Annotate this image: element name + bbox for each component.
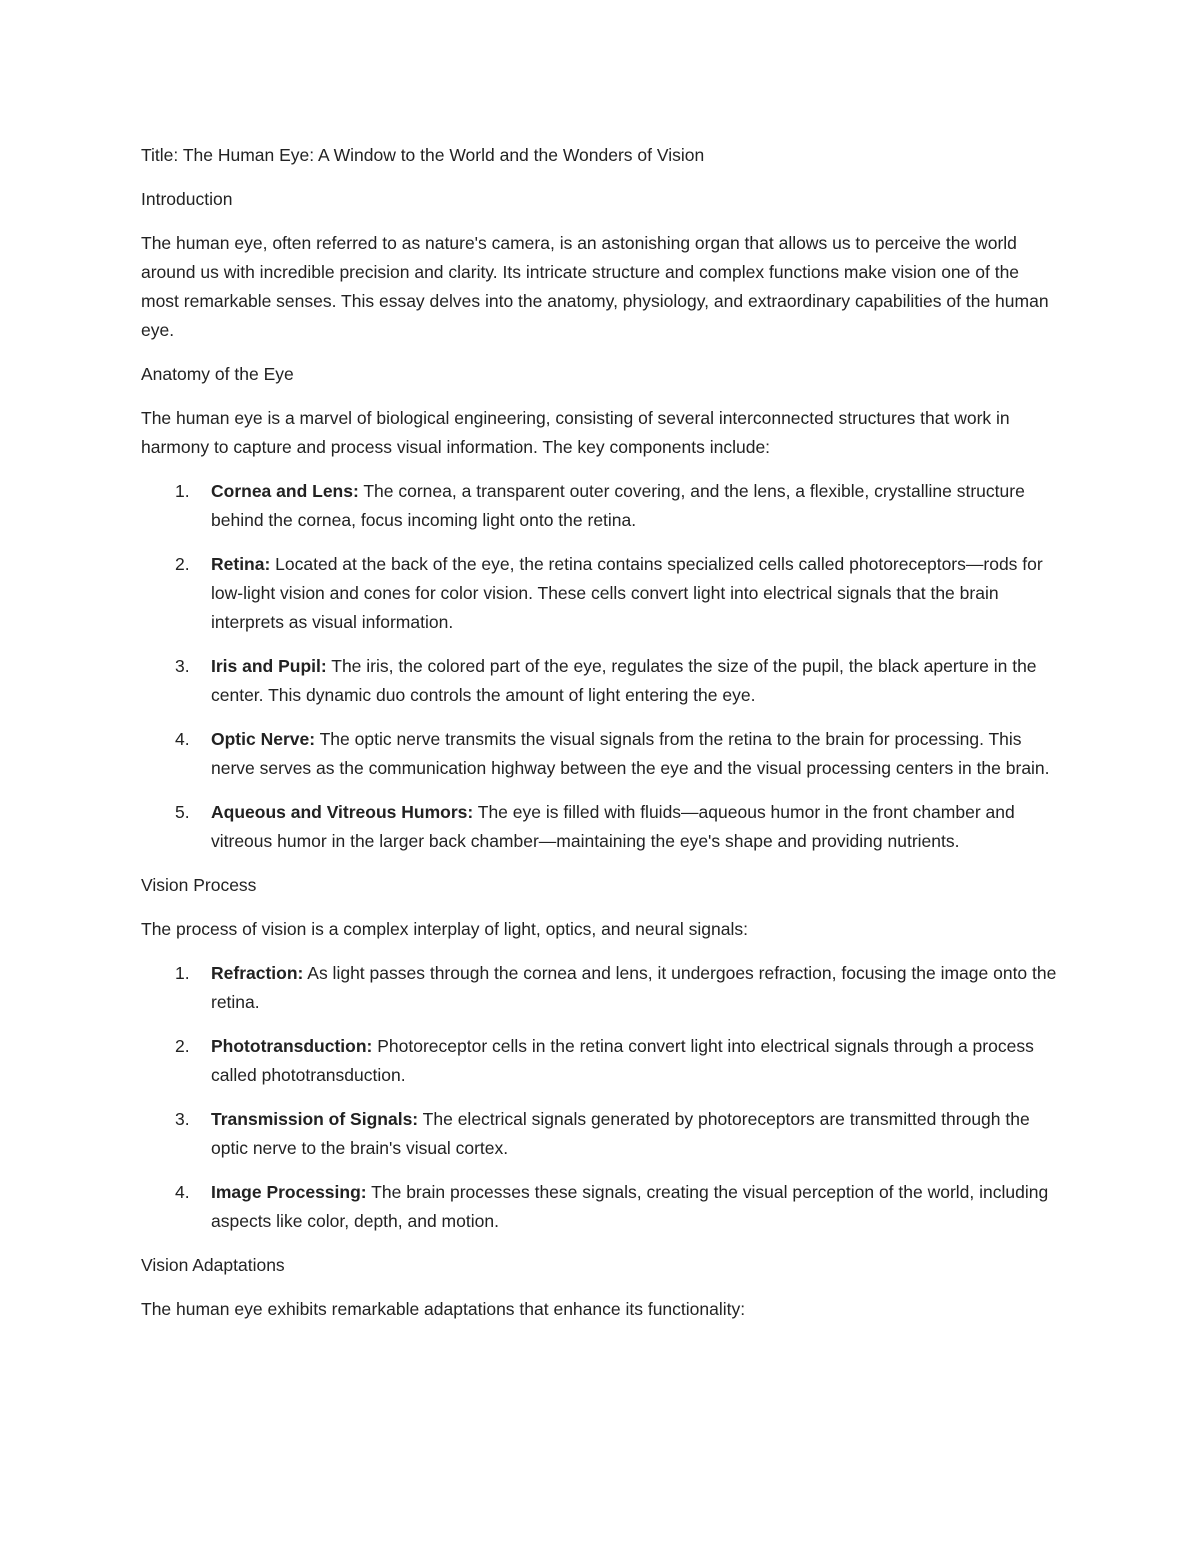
list-number: 2. xyxy=(175,554,190,574)
list-number: 5. xyxy=(175,802,190,822)
list-text: The eye is filled with fluids—aqueous humor in the front chamber and vitreous humor in the larger back chamber—maintaining the eye's shape and providing nutrients. xyxy=(211,802,1015,851)
list-item xyxy=(141,1032,1061,1090)
vision-paragraph: The process of vision is a complex interplay of light, optics, and neural signals: xyxy=(141,919,748,939)
list-term: Cornea and Lens: xyxy=(211,481,359,501)
list-text: The cornea, a transparent outer covering, and the lens, a flexible, crystalline structure behind the cornea, focus incoming light onto the retina. xyxy=(211,481,1025,530)
list-number: 2. xyxy=(175,1036,190,1056)
list-term: Aqueous and Vitreous Humors: xyxy=(211,802,474,822)
intro-heading: Introduction xyxy=(141,189,233,209)
list-number: 3. xyxy=(175,1109,190,1129)
list-term: Retina: xyxy=(211,554,271,574)
list-number: 1. xyxy=(175,481,190,501)
list-text: The iris, the colored part of the eye, regulates the size of the pupil, the black aperture in the center. This dynamic duo controls the amount of light entering the eye. xyxy=(211,656,1037,705)
list-term: Refraction: xyxy=(211,963,304,983)
list-item xyxy=(141,652,1061,710)
document-title: Title: The Human Eye: A Window to the World and the Wonders of Vision xyxy=(141,145,705,165)
list-text: Photoreceptor cells in the retina convert light into electrical signals through a process called phototransduction. xyxy=(211,1036,1034,1085)
list-number: 3. xyxy=(175,656,190,676)
intro-paragraph: The human eye, often referred to as nature's camera, is an astonishing organ that allows us to perceive the world around us with incredible precision and clarity. Its intricate structure and complex functions make vision one of the most remarkable senses. This essay delves into the anatomy, physiology, and extraordinary capabilities of the human eye. xyxy=(141,233,1049,340)
list-number: 4. xyxy=(175,729,190,749)
list-item xyxy=(141,1105,1061,1163)
list-number: 4. xyxy=(175,1182,190,1202)
list-term: Optic Nerve: xyxy=(211,729,316,749)
list-term: Iris and Pupil: xyxy=(211,656,327,676)
list-item xyxy=(141,959,1061,1017)
list-text: The brain processes these signals, creating the visual perception of the world, including aspects like color, depth, and motion. xyxy=(211,1182,1049,1231)
list-term: Image Processing: xyxy=(211,1182,367,1202)
adaptations-paragraph: The human eye exhibits remarkable adaptations that enhance its functionality: xyxy=(141,1299,746,1319)
list-item xyxy=(141,550,1061,637)
list-text: Located at the back of the eye, the retina contains specialized cells called photoreceptors—rods for low-light vision and cones for color vision. These cells convert light into electrical signals that the brain interprets as visual information. xyxy=(211,554,1043,632)
anatomy-paragraph: The human eye is a marvel of biological engineering, consisting of several interconnected structures that work in harmony to capture and process visual information. The key components include: xyxy=(141,408,1010,457)
adaptations-heading: Vision Adaptations xyxy=(141,1255,285,1275)
list-text: The optic nerve transmits the visual signals from the retina to the brain for processing. This nerve serves as the communication highway between the eye and the visual processing centers in the brain. xyxy=(211,729,1050,778)
list-item xyxy=(141,725,1061,783)
anatomy-list xyxy=(141,477,1061,856)
list-number: 1. xyxy=(175,963,190,983)
list-text: The electrical signals generated by photoreceptors are transmitted through the optic nerve to the brain's visual cortex. xyxy=(211,1109,1030,1158)
vision-heading: Vision Process xyxy=(141,875,257,895)
list-term: Phototransduction: xyxy=(211,1036,373,1056)
list-text: As light passes through the cornea and lens, it undergoes refraction, focusing the image onto the retina. xyxy=(211,963,1057,1012)
anatomy-heading: Anatomy of the Eye xyxy=(141,364,294,384)
list-item xyxy=(141,1178,1061,1236)
list-term: Transmission of Signals: xyxy=(211,1109,419,1129)
list-item xyxy=(141,798,1061,856)
document-body xyxy=(141,141,1061,1339)
list-item xyxy=(141,477,1061,535)
vision-list xyxy=(141,959,1061,1236)
